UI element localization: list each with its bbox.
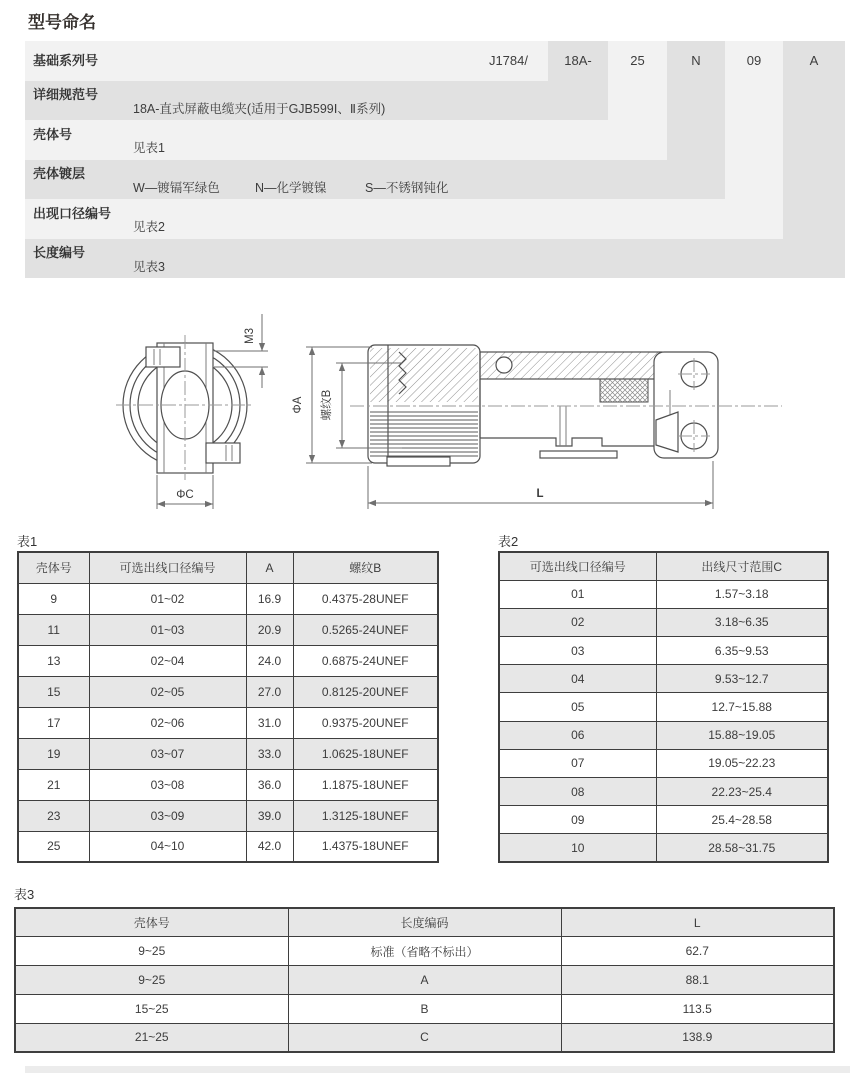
table2-caption: 表2 xyxy=(498,534,519,549)
table-cell: 113.5 xyxy=(561,994,834,1023)
table-cell: 0.6875-24UNEF xyxy=(293,645,438,676)
table-cell: 01~02 xyxy=(89,583,246,614)
table-row xyxy=(15,937,834,966)
table-row xyxy=(18,707,438,738)
table-cell: 15 xyxy=(18,676,89,707)
table-cell: 10 xyxy=(499,834,656,862)
table-row xyxy=(18,831,438,862)
outlet-number-value: 见表2 xyxy=(133,220,165,234)
table-cell: 33.0 xyxy=(246,738,293,769)
table-cell: 02~06 xyxy=(89,707,246,738)
table-cell: 1.3125-18UNEF xyxy=(293,800,438,831)
row-label-base-series: 基础系列号 xyxy=(33,53,99,68)
thread-b-label: 螺纹B xyxy=(321,389,333,421)
table-header-cell: 可选出线口径编号 xyxy=(499,552,656,580)
table-header-cell: 螺纹B xyxy=(293,552,438,583)
table-cell: 15~25 xyxy=(15,994,288,1023)
row-label-length-number: 长度编号 xyxy=(33,245,86,260)
table-cell: B xyxy=(288,994,561,1023)
technical-drawing xyxy=(0,290,850,525)
table-header-cell: 壳体号 xyxy=(15,908,288,937)
table-cell: 08 xyxy=(499,778,656,806)
code-part-outlet: 09 xyxy=(746,53,762,68)
staircase-row-bg xyxy=(25,120,667,160)
row-label-shell-number: 壳体号 xyxy=(33,126,73,142)
table-cell: 03~07 xyxy=(89,738,246,769)
table-cell: 3.18~6.35 xyxy=(656,608,828,636)
table-cell: 标准（省略不标出） xyxy=(288,937,561,966)
table-cell: 42.0 xyxy=(246,831,293,862)
plating-option-n: N—化学镀镍 xyxy=(255,180,327,195)
table-cell: 19.05~22.23 xyxy=(656,749,828,777)
table-cell: 04 xyxy=(499,665,656,693)
table-cell: 88.1 xyxy=(561,966,834,995)
model-naming-diagram xyxy=(25,41,845,278)
table-cell: 9.53~12.7 xyxy=(656,665,828,693)
table-cell: 23 xyxy=(18,800,89,831)
table-header-cell: 壳体号 xyxy=(18,552,89,583)
table-header-row xyxy=(18,552,438,583)
screw-tab xyxy=(206,443,240,463)
code-part-plating: N xyxy=(691,53,701,68)
table-cell: 0.9375-20UNEF xyxy=(293,707,438,738)
table-cell: 9~25 xyxy=(15,937,288,966)
table-row xyxy=(499,665,828,693)
table3-caption: 表3 xyxy=(14,887,35,902)
table-row xyxy=(499,778,828,806)
row-label-shell-plating: 壳体镀层 xyxy=(33,166,86,181)
table2-outlet-ranges xyxy=(498,551,829,863)
table-header-cell: A xyxy=(246,552,293,583)
table-row xyxy=(499,749,828,777)
table-cell: 9~25 xyxy=(15,966,288,995)
table-cell: 04~10 xyxy=(89,831,246,862)
table-cell: 15.88~19.05 xyxy=(656,721,828,749)
table-row xyxy=(15,966,834,995)
table-cell: 0.4375-28UNEF xyxy=(293,583,438,614)
table-row xyxy=(499,806,828,834)
table-cell: 20.9 xyxy=(246,614,293,645)
table-cell: 9 xyxy=(18,583,89,614)
table-cell: 02~04 xyxy=(89,645,246,676)
table-row xyxy=(18,614,438,645)
table-cell: 6.35~9.53 xyxy=(656,637,828,665)
cable-clamp xyxy=(654,352,718,458)
shell-number-value: 见表1 xyxy=(133,141,165,155)
table-header-cell: 长度编码 xyxy=(288,908,561,937)
front-view-drawing xyxy=(116,314,268,509)
table-row xyxy=(499,721,828,749)
table-row xyxy=(499,580,828,608)
table-cell: 11 xyxy=(18,614,89,645)
code-part-shell: 25 xyxy=(630,53,645,68)
table1-shell-sizes xyxy=(17,551,439,863)
dimension-length xyxy=(368,461,713,509)
table-cell: 62.7 xyxy=(561,937,834,966)
table-row xyxy=(18,645,438,676)
screw-tab xyxy=(146,347,180,367)
m3-label: M3 xyxy=(244,328,256,344)
table-header-cell: 出线尺寸范围C xyxy=(656,552,828,580)
seal-section xyxy=(600,379,648,402)
length-number-value: 见表3 xyxy=(133,259,165,274)
table-cell: 138.9 xyxy=(561,1023,834,1052)
next-section-divider xyxy=(25,1066,850,1073)
table-row xyxy=(499,834,828,862)
table-cell: C xyxy=(288,1023,561,1052)
table-row xyxy=(15,994,834,1023)
o-ring xyxy=(496,357,512,373)
table-cell: 25.4~28.58 xyxy=(656,806,828,834)
table-cell: 05 xyxy=(499,693,656,721)
table-header-cell: L xyxy=(561,908,834,937)
table-cell: 0.5265-24UNEF xyxy=(293,614,438,645)
table-header-cell: 可选出线口径编号 xyxy=(89,552,246,583)
phi-c-label: ΦC xyxy=(176,489,194,501)
table-row xyxy=(499,608,828,636)
table-cell: 01 xyxy=(499,580,656,608)
saddle-bar-end xyxy=(387,457,450,466)
table-cell: 36.0 xyxy=(246,769,293,800)
table3-length-codes xyxy=(14,907,835,1053)
table-cell: 03~08 xyxy=(89,769,246,800)
table-cell: 02 xyxy=(499,608,656,636)
row-label-detail-spec: 详细规范号 xyxy=(33,87,99,102)
table-cell: 16.9 xyxy=(246,583,293,614)
body-profile xyxy=(480,438,656,446)
table-cell: A xyxy=(288,966,561,995)
table-cell: 1.1875-18UNEF xyxy=(293,769,438,800)
table-cell: 39.0 xyxy=(246,800,293,831)
table-row xyxy=(18,738,438,769)
table-cell: 12.7~15.88 xyxy=(656,693,828,721)
table-cell: 28.58~31.75 xyxy=(656,834,828,862)
table-header-row xyxy=(499,552,828,580)
table-row xyxy=(18,769,438,800)
table-row xyxy=(18,800,438,831)
table-cell: 03~09 xyxy=(89,800,246,831)
table1-caption: 表1 xyxy=(17,534,38,549)
table-cell: 31.0 xyxy=(246,707,293,738)
table-cell: 03 xyxy=(499,637,656,665)
table-cell: 24.0 xyxy=(246,645,293,676)
table-cell: 1.0625-18UNEF xyxy=(293,738,438,769)
dimension-phi-c xyxy=(157,475,213,509)
table-cell: 17 xyxy=(18,707,89,738)
plating-option-w: W—镀镉军绿色 xyxy=(133,180,220,195)
table-cell: 19 xyxy=(18,738,89,769)
table-cell: 07 xyxy=(499,749,656,777)
code-part-spec: 18A- xyxy=(564,53,592,68)
table-cell: 01~03 xyxy=(89,614,246,645)
side-view-drawing xyxy=(292,345,782,509)
table-row xyxy=(15,1023,834,1052)
table-cell: 21~25 xyxy=(15,1023,288,1052)
table-cell: 1.57~3.18 xyxy=(656,580,828,608)
table-cell: 25 xyxy=(18,831,89,862)
table-cell: 21 xyxy=(18,769,89,800)
table-header-row xyxy=(15,908,834,937)
table-cell: 27.0 xyxy=(246,676,293,707)
row-label-outlet-number: 出现口径编号 xyxy=(33,205,112,221)
table-cell: 0.8125-20UNEF xyxy=(293,676,438,707)
table-cell: 22.23~25.4 xyxy=(656,778,828,806)
code-part-length: A xyxy=(809,53,819,68)
table-row xyxy=(18,583,438,614)
page-title: 型号命名 xyxy=(28,13,96,32)
table-row xyxy=(499,637,828,665)
plating-option-s: S—不锈钢钝化 xyxy=(365,180,449,195)
table-cell: 1.4375-18UNEF xyxy=(293,831,438,862)
table-row xyxy=(499,693,828,721)
table-row xyxy=(18,676,438,707)
saddle-bar-end xyxy=(540,451,617,458)
section-hatch xyxy=(370,348,478,402)
detail-spec-value: 18A-直式屏蔽电缆夹(适用于GJB599Ⅰ、Ⅱ系列) xyxy=(133,102,386,116)
code-part-base: J1784/ xyxy=(488,53,528,68)
phi-a-label: ΦA xyxy=(292,396,304,414)
table-cell: 06 xyxy=(499,721,656,749)
length-label: L xyxy=(536,488,544,500)
table-cell: 02~05 xyxy=(89,676,246,707)
table-cell: 13 xyxy=(18,645,89,676)
table-cell: 09 xyxy=(499,806,656,834)
